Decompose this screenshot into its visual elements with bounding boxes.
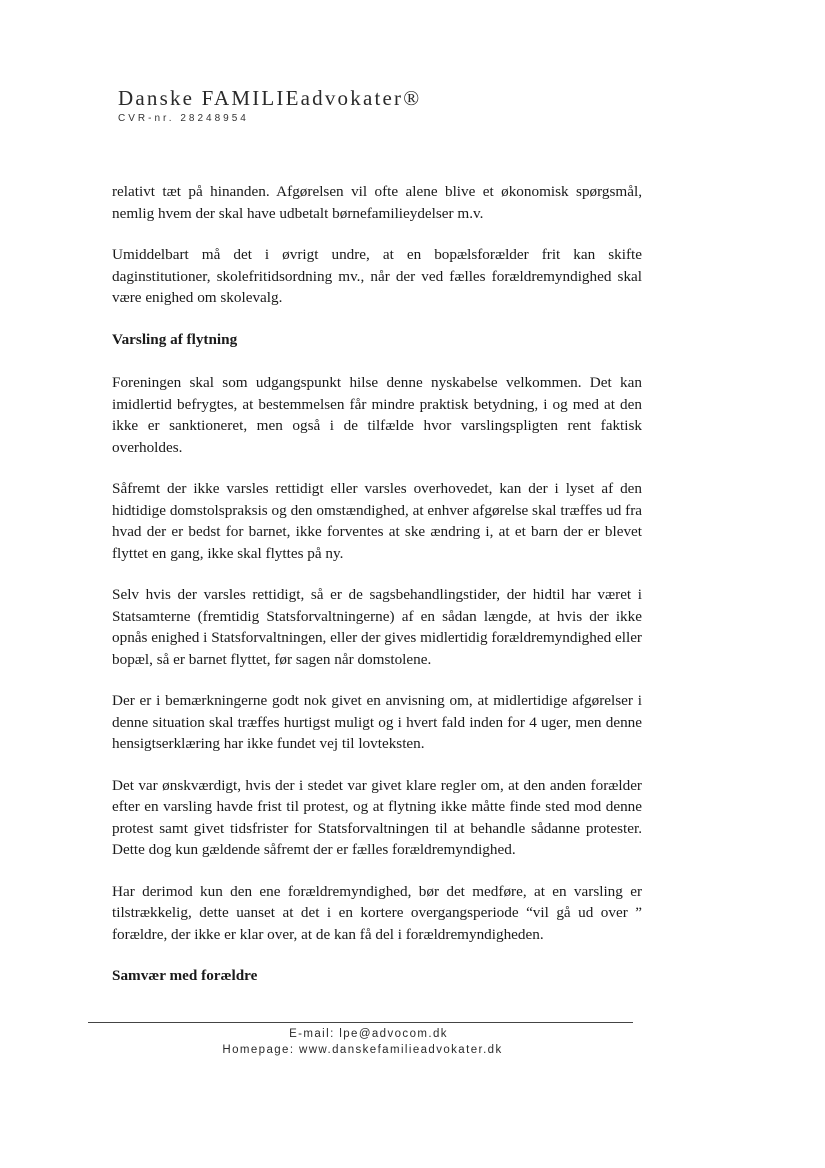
paragraph-6: Der er i bemærkningerne godt nok givet en anvisning om, at midlertidige afgørelser i denne situation skal træffes hurtigst muligt og i hvert fald inden for 4 uger, men denne hensigtserklæring har ikke fundet vej til lovteksten. <box>112 692 642 752</box>
paragraph-4: Såfremt der ikke varsles rettidigt eller varsles overhovedet, kan der i lyset af den hidtidige domstolspraksis og den omstændighed, at enhver afgørelse skal træffes ud fra hvad der er bedst for barnet, ikke forventes at ske ændring i, at et barn der er blevet flyttet en gang, ikke skal flyttes på ny. <box>112 480 642 562</box>
paragraph-8: Har derimod kun den ene forældremyndighed, bør det medføre, at en varsling er tilstrækkelig, dette uanset at det i en kortere overgangsperiode “vil gå ud over ” forældre, der ikke er klar over, at de kan få del i forældremyndigheden. <box>112 882 642 943</box>
section-heading-varsling: Varsling af flytning <box>112 330 238 348</box>
section-heading-samvaer: Samvær med forældre <box>112 967 258 984</box>
paragraph-1: relativt tæt på hinanden. Afgørelsen vil ofte alene blive et økonomisk spørgsmål, nemlig hvem der skal have udbetalt børnefamilieydelser m.v. <box>112 183 642 222</box>
paragraph-3: Foreningen skal som udgangspunkt hilse denne nyskabelse velkommen. Det kan imidlertid befrygtes, at bestemmelsen får mindre praktisk betydning, i og med at den ikke er sanktioneret, men også i de tilfælde hvor varslingspligten rent faktisk overholdes. <box>112 374 642 456</box>
footer-divider <box>88 1022 633 1023</box>
footer-homepage: Homepage: www.danskefamilieadvokater.dk <box>222 1044 503 1056</box>
footer-email: E-mail: lpe@advocom.dk <box>289 1028 448 1040</box>
cvr-number: CVR-nr. 28248954 <box>118 113 249 124</box>
body-text <box>112 181 642 1009</box>
paragraph-2: Umiddelbart må det i øvrigt undre, at en bopælsforælder frit kan skifte daginstitutioner, skolefritidsordning mv., når der ved fælles forældremyndighed skal være enighed om skolevalg. <box>112 246 642 306</box>
letterhead <box>118 86 421 124</box>
firm-name: Danske FAMILIEadvokater® <box>118 86 422 110</box>
paragraph-5: Selv hvis der varsles rettidigt, så er de sagsbehandlingstider, der hidtil har været i Statsamterne (fremtidig Statsforvaltningerne) af en sådan længde, at hvis der ikke opnås enighed i Statsforvaltningen, eller der gives midlertidig forældremyndighed eller bopæl, så er barnet flyttet, før sagen når domstolene. <box>112 586 642 668</box>
paragraph-7: Det var ønskværdigt, hvis der i stedet var givet klare regler om, at den anden forælder efter en varsling havde frist til protest, og at flytning ikke måtte finde sted mod denne protest samt givet tidsfrister for Statsforvaltningen til at behandle sådanne protester. Dette dog kun gældende såfremt der er fælles forældremyndighed. <box>112 776 642 858</box>
footer <box>0 1026 825 1058</box>
